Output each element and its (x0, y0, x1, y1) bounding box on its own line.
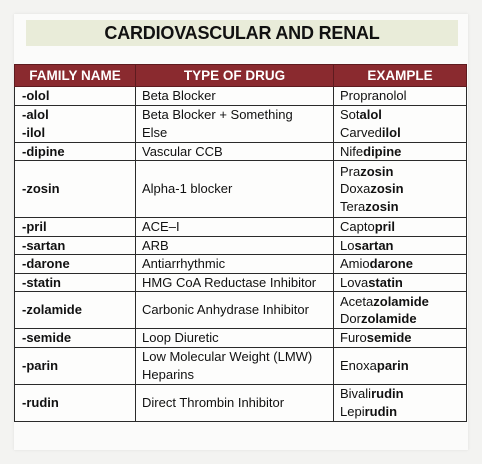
family-name-cell (15, 105, 136, 142)
example-cell (334, 292, 467, 329)
family-suffix: -zosin (22, 181, 60, 197)
family-suffix: -pril (22, 219, 47, 234)
drug-type-text: Beta Blocker (142, 88, 216, 103)
example-cell (334, 329, 467, 348)
drug-type-text: Loop Diuretic (142, 330, 219, 345)
example-stem: Sot (340, 107, 360, 122)
table-row (15, 218, 467, 237)
example-stem: Bivali (340, 386, 372, 401)
family-name-cell (15, 218, 136, 237)
family-name-cell (15, 161, 136, 218)
drug-type-text: Antiarrhythmic (142, 256, 226, 271)
example-stem: Capto (340, 219, 375, 234)
example-drug (340, 329, 460, 347)
example-stem: Lo (340, 237, 355, 253)
example-suffix: sartan (354, 237, 394, 253)
family-name-cell (15, 273, 136, 292)
example-suffix: zosin (365, 198, 399, 214)
example-stem: Enoxa (340, 357, 377, 373)
drug-type-cell (136, 236, 334, 255)
table-body (15, 87, 467, 422)
family-suffix: -alol (22, 107, 49, 122)
drug-type-cell (136, 161, 334, 218)
example-suffix: dipine (363, 143, 402, 159)
header-family-name: FAMILY NAME (15, 65, 136, 87)
example-drug (340, 218, 460, 236)
example-stem: Pra (340, 163, 361, 179)
example-drug (340, 255, 460, 273)
example-drug (340, 124, 460, 142)
example-stem: Furo (340, 330, 367, 345)
page-title: CARDIOVASCULAR AND RENAL (26, 20, 458, 46)
table-row (15, 273, 467, 292)
example-suffix: alol (359, 107, 382, 122)
drug-type-text: Alpha-1 blocker (142, 181, 233, 197)
header-type-of-drug: TYPE OF DRUG (136, 65, 334, 87)
example-cell (334, 218, 467, 237)
example-suffix: semide (366, 330, 412, 345)
example-stem: Lepi (340, 403, 365, 419)
table-row (15, 292, 467, 329)
example-suffix: ilol (381, 124, 401, 140)
table-row (15, 347, 467, 384)
drug-type-text: Heparins (142, 366, 195, 382)
drug-type-text: HMG CoA Reductase Inhibitor (142, 274, 317, 290)
example-stem: Nife (340, 143, 364, 159)
table-row (15, 105, 467, 142)
drug-type-text: Vascular CCB (142, 143, 223, 159)
example-cell (334, 236, 467, 255)
example-drug (340, 403, 460, 421)
example-cell (334, 142, 467, 161)
table-row (15, 255, 467, 274)
example-stem: Carved (340, 124, 382, 140)
example-suffix: zolamide (373, 293, 429, 309)
drug-type-text: ACE–I (142, 219, 180, 234)
family-name-cell (15, 384, 136, 421)
family-suffix: -dipine (22, 143, 65, 159)
example-suffix: zolamide (360, 311, 417, 326)
drug-type-cell (136, 142, 334, 161)
family-name-cell (15, 87, 136, 106)
example-stem: Propranolol (340, 88, 407, 103)
drug-suffix-table (14, 64, 467, 422)
family-suffix: -darone (22, 256, 70, 271)
example-cell (334, 347, 467, 384)
example-suffix: rudin (371, 386, 404, 401)
example-drug (340, 357, 460, 375)
example-stem: Lova (340, 274, 369, 290)
table-row (15, 142, 467, 161)
drug-type-cell (136, 105, 334, 142)
example-suffix: zosin (370, 181, 404, 197)
drug-type-text: Else (142, 124, 168, 140)
family-suffix: -ilol (22, 124, 46, 140)
drug-type-cell (136, 292, 334, 329)
table-row (15, 329, 467, 348)
drug-type-cell (136, 329, 334, 348)
family-suffix: -zolamide (22, 302, 82, 318)
table-row (15, 236, 467, 255)
example-suffix: statin (368, 274, 403, 290)
family-suffix: -statin (22, 274, 61, 290)
example-cell (334, 273, 467, 292)
example-suffix: darone (369, 256, 413, 271)
example-drug (340, 106, 460, 124)
example-drug (340, 237, 460, 255)
drug-type-cell (136, 255, 334, 274)
drug-type-text: Low Molecular Weight (LMW) (142, 349, 313, 364)
example-drug (340, 163, 460, 181)
drug-type-cell (136, 218, 334, 237)
example-cell (334, 384, 467, 421)
family-name-cell (15, 255, 136, 274)
example-cell (334, 161, 467, 218)
table-row (15, 87, 467, 106)
example-drug (340, 293, 460, 311)
table-row (15, 161, 467, 218)
family-name-cell (15, 236, 136, 255)
example-drug (340, 385, 460, 403)
family-suffix: -parin (22, 357, 59, 373)
drug-type-cell (136, 273, 334, 292)
drug-type-text: Beta Blocker + Something (142, 107, 293, 122)
example-drug (340, 310, 460, 328)
drug-type-text: ARB (142, 237, 169, 253)
example-stem: Dor (340, 311, 361, 326)
example-stem: Aceta (340, 293, 374, 309)
family-name-cell (15, 292, 136, 329)
family-suffix: -rudin (22, 394, 59, 410)
example-drug (340, 198, 460, 216)
example-cell (334, 87, 467, 106)
family-name-cell (15, 347, 136, 384)
example-drug (340, 87, 460, 105)
family-suffix: -sartan (22, 237, 66, 253)
drug-type-cell (136, 87, 334, 106)
example-cell (334, 105, 467, 142)
example-drug (340, 180, 460, 198)
example-drug (340, 143, 460, 161)
family-name-cell (15, 329, 136, 348)
family-suffix: -olol (22, 88, 50, 103)
table-header-row (15, 65, 467, 87)
family-name-cell (15, 142, 136, 161)
drug-type-cell (136, 384, 334, 421)
example-stem: Tera (340, 198, 366, 214)
example-drug (340, 274, 460, 292)
example-suffix: parin (376, 357, 409, 373)
drug-type-text: Direct Thrombin Inhibitor (142, 394, 285, 410)
example-suffix: rudin (364, 403, 398, 419)
table-row (15, 384, 467, 421)
drug-type-text: Carbonic Anhydrase Inhibitor (142, 302, 309, 318)
example-stem: Amio (340, 256, 370, 271)
example-suffix: zosin (360, 163, 394, 179)
family-suffix: -semide (22, 330, 72, 345)
drug-type-cell (136, 347, 334, 384)
example-cell (334, 255, 467, 274)
example-stem: Doxa (340, 181, 371, 197)
example-suffix: pril (374, 219, 395, 234)
header-example: EXAMPLE (334, 65, 467, 87)
